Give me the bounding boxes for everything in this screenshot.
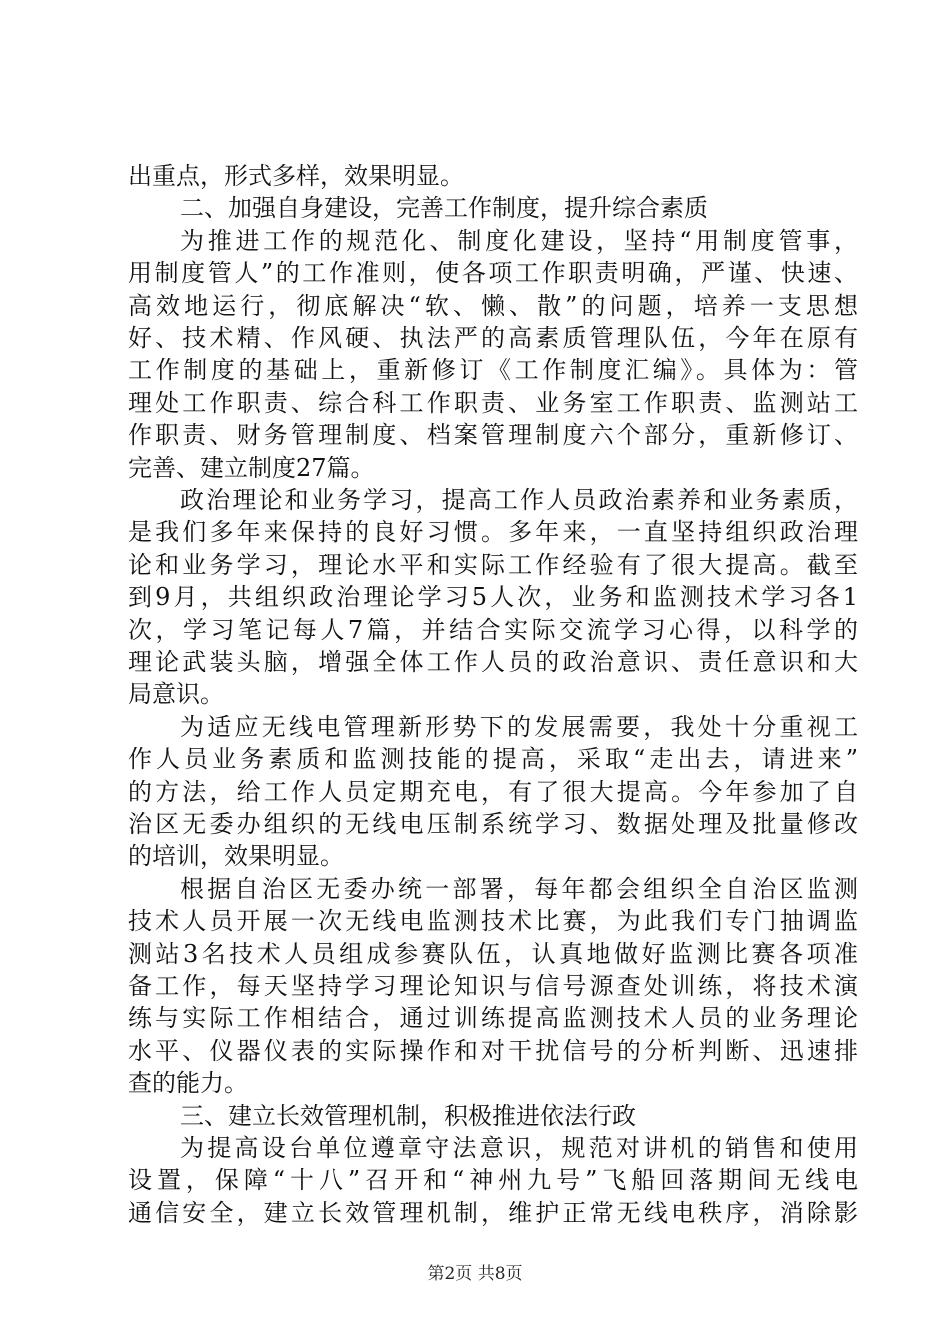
text-line: 用制度管人”的工作准则，使各项工作职责明确，严谨、快速、 — [128, 259, 858, 288]
text-line: 水平、仪器仪表的实际操作和对干扰信号的分析判断、迅速排 — [128, 1036, 858, 1065]
text-line: 政治理论和业务学习，提高工作人员政治素养和业务素质， — [180, 486, 858, 514]
section-heading: 三、建立长效管理机制，积极推进依法行政 — [180, 1101, 636, 1130]
text-line: 工作制度的基础上，重新修订《工作制度汇编》。具体为：管 — [128, 356, 858, 385]
text-line: 作职责、财务管理制度、档案管理制度六个部分，重新修订、 — [128, 421, 858, 450]
text-line: 的培训，效果明显。 — [128, 842, 344, 871]
text-line: 论和业务学习，理论水平和实际工作经验有了很大提高。截至 — [128, 550, 858, 579]
text-line: 完善、建立制度27篇。 — [128, 453, 375, 482]
text-line: 理处工作职责、综合科工作职责、业务室工作职责、监测站工 — [128, 388, 858, 417]
text-line: 治区无委办组织的无线电压制系统学习、数据处理及批量修改 — [128, 810, 858, 838]
text-line: 到9月，共组织政治理论学习5人次，业务和监测技术学习各1 — [128, 583, 858, 612]
text-line: 高效地运行，彻底解决“软、懒、散”的问题，培养一支思想 — [128, 291, 858, 320]
text-line: 出重点，形式多样，效果明显。 — [128, 162, 464, 190]
text-line: 通信安全，建立长效管理机制，维护正常无线电秩序，消除影 — [128, 1198, 858, 1227]
text-line: 次，学习笔记每人7篇，并结合实际交流学习心得，以科学的 — [128, 615, 858, 644]
text-line: 技术人员开展一次无线电监测技术比赛，为此我们专门抽调监 — [128, 907, 858, 936]
text-line: 是我们多年来保持的良好习惯。多年来，一直坚持组织政治理 — [128, 518, 858, 547]
section-heading: 二、加强自身建设，完善工作制度，提升综合素质 — [180, 194, 708, 223]
text-line: 设置，保障“十八”召开和“神州九号”飞船回落期间无线电 — [128, 1166, 858, 1195]
text-line: 备工作，每天坚持学习理论知识与信号源查处训练，将技术演 — [128, 972, 858, 1000]
page-number-footer: 第2页 共8页 — [427, 1264, 523, 1284]
text-line: 为推进工作的规范化、制度化建设，坚持“用制度管事， — [180, 226, 858, 255]
text-line: 的方法，给工作人员定期充电，有了很大提高。今年参加了自 — [128, 777, 858, 806]
text-line: 根据自治区无委办统一部署，每年都会组织全自治区监测 — [180, 874, 858, 903]
text-line: 练与实际工作相结合，通过训练提高监测技术人员的业务理论 — [128, 1004, 858, 1033]
text-line: 查的能力。 — [128, 1069, 248, 1098]
text-line: 好、技术精、作风硬、执法严的高素质管理队伍，今年在原有 — [128, 324, 858, 352]
text-line: 为提高设台单位遵章守法意识，规范对讲机的销售和使用 — [180, 1134, 858, 1162]
text-line: 局意识。 — [128, 680, 224, 709]
text-line: 测站3名技术人员组成参赛队伍，认真地做好监测比赛各项准 — [128, 939, 858, 968]
text-line: 为适应无线电管理新形势下的发展需要，我处十分重视工 — [180, 712, 858, 741]
text-line: 作人员业务素质和监测技能的提高，采取“走出去，请进来” — [128, 745, 858, 774]
text-line: 理论武装头脑，增强全体工作人员的政治意识、责任意识和大 — [128, 648, 858, 676]
